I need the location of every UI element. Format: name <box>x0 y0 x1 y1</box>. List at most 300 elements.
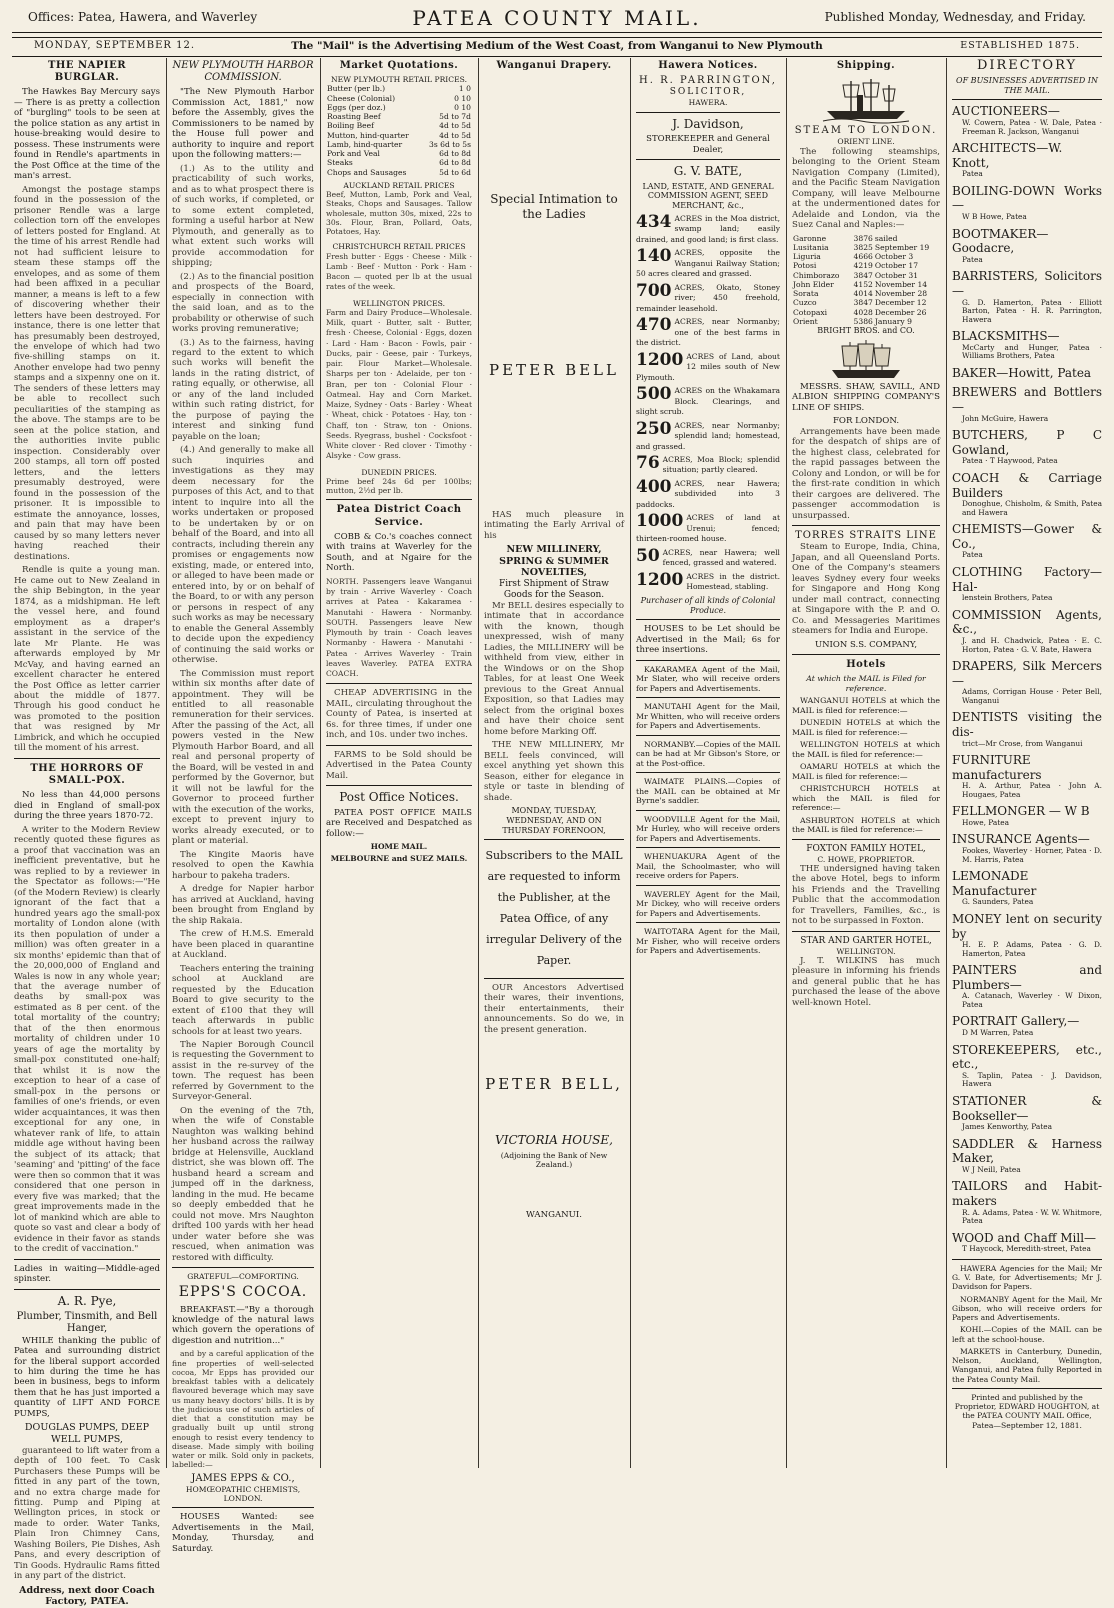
directory-trade: PORTRAIT Gallery,— <box>952 1014 1080 1029</box>
epps-maker: JAMES EPPS & CO., <box>191 1472 295 1484</box>
article-small-pox: No less than 44,000 persons died in England of small-pox during the three years 1870-72. <box>14 790 160 822</box>
acres-text: ACRES, Moa Block; splendid situation; partly cleared. <box>662 454 780 475</box>
directory-trade: BUTCHERS, P C Gowland, <box>952 428 1102 457</box>
acres-listing <box>636 569 780 593</box>
ship-row <box>792 261 940 270</box>
directory-trade: BLACKSMITHS— <box>952 329 1060 344</box>
price-item: Roasting Beef <box>327 112 381 122</box>
directory-entry <box>952 1014 1102 1037</box>
acres-number: 76 <box>636 452 660 473</box>
column-rule <box>320 58 321 1468</box>
hotel-group: ASHBURTON HOTELS at which the MAIL is filed for reference:— <box>792 815 940 835</box>
acres-listing <box>636 513 780 544</box>
steamship-icon <box>821 75 911 123</box>
acres-text: ACRES, near Hawera; well fenced, grassed and watered. <box>662 547 780 568</box>
ship-date: January 9 <box>874 316 912 326</box>
ad-pye-address: Address, next door Coach Factory, PATEA. <box>19 1584 155 1608</box>
acres-listing <box>636 211 780 245</box>
ship-name: Cotopaxi <box>793 307 828 317</box>
hawera-agency: HAWERA Agencies for the Mail; Mr G. V. Bate, for Advertisements; Mr J. Davidson for Papers. <box>952 1263 1102 1292</box>
acres-number: 1200 <box>636 569 684 590</box>
acres-text: ACRES on the Whakamara Block. Clearings, and slight scrub. <box>636 386 780 417</box>
price-value: 0 10 <box>454 102 471 112</box>
agent-notice: KAKARAMEA Agent of the Mail, Mr Slater, who will receive orders for Papers and Advertisements. <box>636 664 780 693</box>
column-7 <box>952 58 1102 1470</box>
exhibit-days: MONDAY, TUESDAY, WEDNESDAY, AND ON THURSDAY FORENOON, <box>502 806 606 835</box>
offices-line: Offices: Patea, Hawera, and Waverley <box>28 10 258 24</box>
directory-names: Donoghue, Chisholm, & Smith, Patea and Hawera <box>962 499 1102 517</box>
wellington-heading: WELLINGTON PRICES. <box>352 298 446 308</box>
acres-text: ACRES, opposite the Wanganui Railway Station; 50 acres cleared and grassed. <box>636 248 780 279</box>
shipping-heading: Shipping. <box>836 60 896 71</box>
issue-date: MONDAY, SEPTEMBER 12. <box>34 40 196 51</box>
ship-name: Orient <box>793 316 818 326</box>
directory-trade: BARRISTERS, Solicitors— <box>952 269 1102 298</box>
directory-names: H. E. P. Adams, Patea · G. D. Hamerton, Patea <box>962 940 1102 958</box>
directory-entry <box>952 1179 1102 1225</box>
directory-trade: SADDLER & Harness Maker, <box>952 1136 1102 1166</box>
rule-line <box>636 885 780 886</box>
directory-trade: DENTISTS visiting the dis- <box>952 710 1102 739</box>
directory-entry <box>952 104 1102 136</box>
acres-text: ACRES, near Normanby; splendid land; homestead, and grassed. <box>636 420 780 451</box>
ship-tons: 4028 <box>853 307 873 317</box>
masthead-rule <box>12 32 1102 33</box>
ship-name: Potosi <box>793 261 817 271</box>
directory-trade: BOILING-DOWN Works— <box>952 183 1102 213</box>
produce-purchaser: Purchaser of all kinds of Colonial Produce. <box>640 595 776 615</box>
directory-entry <box>952 912 1102 958</box>
column-rule <box>630 58 631 1468</box>
directory-entry <box>952 869 1102 907</box>
victoria-house: VICTORIA HOUSE, <box>495 1133 613 1148</box>
acres-listing <box>636 317 780 348</box>
foxton-hotel: FOXTON FAMILY HOTEL, <box>806 843 926 854</box>
column-rule <box>166 58 167 1468</box>
hotel-group: WELLINGTON HOTELS at which the MAIL is filed for reference:— <box>792 740 940 759</box>
ship-row <box>792 317 940 326</box>
ship-name: Chimborazo <box>793 270 840 280</box>
directory-names: lenstein Brothers, Patea <box>962 593 1053 603</box>
directory-names: Patea <box>962 254 983 264</box>
column-4: Wanganui Drapery. Special Intimation to the Ladies PETER BELL HAS much pleasure in intimating the Early Arrival of his NEW MILLINERY, SPRING & SUMMER NOVELTIES, First Shipment of Straw Goods for the Season. Mr BELL desires especially to intimate that in accordance with the known, though unexpressed, wish of many Ladies, the MILLINERY will be withheld from view, either in the Windows or on the Shop Tables, for at least One Week previous to the Great Annual Exposition, so that Ladies may select from the original boxes and have their choice sent home before Marking Off. THE NEW MILLINERY, Mr BELL feels convinced, will excel anything yet shown this Season, either for elegance in style or taste in blending of shade. MONDAY, TUESDAY, WEDNESDAY, AND ON THURSDAY FORENOON, Subscribers to the MAIL are requested to inform the Publisher, at the Patea Office, of any irregular Delivery of the Paper. OUR Ancestors Advertised their wares, their inventions, their entertainments, their announcements. So do we, in the present generation. PETER BELL, VICTORIA HOUSE, (Adjoining the Bank of New Zealand.) WANGANUI. <box>484 60 624 1220</box>
acres-number: 50 <box>636 545 660 566</box>
directory-names: Howe, Patea <box>962 817 1010 827</box>
coach-text: COBB & Co.'s coaches connect with trains at Waverley for the South, and at Ngaire for the North. <box>326 531 472 574</box>
price-row <box>326 168 472 177</box>
directory-trade: CLOTHING Factory—Hal- <box>952 564 1102 594</box>
agents-list <box>636 660 780 956</box>
acres-listing <box>636 418 780 452</box>
headline-napier-burglar: THE NAPIER BURGLAR. <box>47 60 127 84</box>
price-item: Butter (per lb.) <box>327 84 386 94</box>
acres-number: 470 <box>636 315 672 336</box>
epps-title: EPPS'S COCOA. <box>178 1284 308 1301</box>
column-rule <box>478 58 479 1468</box>
directory-entry <box>952 804 1102 827</box>
ship-tons: 3847 <box>853 298 873 308</box>
subscribers-notice: Subscribers to the MAIL are requested to inform the Publisher, at the Patea Office, of any irregular Delivery of the Paper. <box>485 849 623 967</box>
epps-sub: HOMŒOPATHIC CHEMISTS, LONDON. <box>185 1484 301 1504</box>
price-value: 4d to 5d <box>439 121 471 131</box>
directory-names: T Haycock, Meredith-street, Patea <box>962 1244 1091 1254</box>
directory-names: Patea <box>962 550 983 560</box>
rule-line <box>636 847 780 848</box>
directory-entry <box>952 1094 1102 1132</box>
directory-entry <box>952 329 1102 361</box>
ship-name: Lusitania <box>793 242 829 252</box>
directory-trade: ARCHITECTS—W. Knott, <box>952 141 1063 170</box>
ship-tons: 4014 <box>853 289 873 298</box>
christchurch-heading: CHRISTCHURCH RETAIL PRICES <box>332 242 466 252</box>
directory-names: J. and H. Chadwick, Patea · E. C. Horton, Patea · G. V. Bate, Hawera <box>962 635 1102 654</box>
hawera-town: HAWERA. <box>688 98 728 108</box>
kohi-notice: KOHI.—Copies of the MAIL can be left at the school-house. <box>952 1325 1102 1344</box>
price-row <box>326 149 472 158</box>
directory-entry <box>952 1137 1102 1175</box>
column-3: Market Quotations. NEW PLYMOUTH RETAIL PRICES. Butter (per lb.) 1 0 Cheese (Colonial) 0 10 Eggs (per doz.) 0 10 Roasting Beef 5d to 7d Boiling Beef 4d to 5d Mutton, hind-quarter 4d to 5d Lamb, hind-quarter 3s 6d to 5s Pork and Veal 6d to 8d Steaks 6d to 8d Chops and Sausages 5d to 6d AUCKLAND RETAIL PRICES Beef, Mutton, Lamb, Pork and Veal, Steaks, Chops and Sausages. Tallow wholesale, mutton 30s, mixed, 22s to 30s. Flour, Bran, Pollard, Oats, Potatoes, Hay. CHRISTCHURCH RETAIL PRICES Fresh butter · Eggs · Cheese · Milk · Lamb · Beef · Mutton · Pork · Ham · Bacon — quoted per lb at the usual rates of the week. WELLINGTON PRICES. Farm and Dairy Produce—Wholesale. Milk, quart · Butter, salt · Butter, fresh · Cheese, Colonial · Eggs, dozen · Lard · Ham · Bacon · Fowls, pair · Ducks, pair · Geese, pair · Turkeys, pair. Flour Market—Wholesale. Sharps per ton · Adelaide, per ton · Bran, per ton · Colonial Flour · Oatmeal. Hay and Corn Market. Maize, Sydney · Oats · Barley · Wheat · Wheat, chick · Potatoes · Hay, ton · Chaff, ton · Straw, ton · Onions. Seeds. Ryegrass, bushel · Cocksfoot · White clover · Red clover · Timothy · Alsyke · Cow grass. DUNEDIN PRICES. Prime beef 24s 6d per 100lbs; mutton, 2½d per lb. Patea District Coach Service. COBB & Co.'s coaches connect with trains at Waverley for the South, and at Ngaire for the North. NORTH. Passengers leave Wanganui by train · Arrive Waverley · Coach arrives at Patea · Kakaramea · Manutahi · Hawera · Normanby. SOUTH. Passengers leave New Plymouth by train · Coach leaves Normanby · Hawera · Manutahi · Patea · Arrives Waverley · Train leaves Waverley. PATEA EXTRA COACH. CHEAP ADVERTISING in the MAIL, circulating throughout the County of Patea, is inserted at 6s. for three times, if under one inch, and 10s. under two inches. FARMS to be Sold should be Advertised in the Patea County Mail. Post Office Notices. PATEA POST OFFICE MAILS are Received and Despatched as follow:— HOME MAIL. MELBOURNE and SUEZ MAILS. <box>326 60 472 864</box>
ship-date: September 19 <box>874 242 930 252</box>
millinery: NEW MILLINERY, SPRING & SUMMER NOVELTIES, <box>499 544 609 579</box>
agents-bright: BRIGHT BROS. and CO. <box>817 326 915 335</box>
acres-text: ACRES, Okato, Stoney river; 450 freehold, remainder leasehold. <box>636 282 780 313</box>
column-6: Shipping. STEAM TO LONDON. ORIENT LINE. The following steamships, belonging to the Orient Steam Navigation Company (Limited), and the Pacific Steam Navigation Company, will leave Melbourne at the undermentioned dates for Adelaide and London, via the Suez Canal and Naples:— Garonne 3876 sailed Lusitania 3825 September 19 Liguria 4666 October 3 Potosi 4219 October 17 Chimborazo 3847 October 31 John Elder 4152 November 14 Sorata 4014 November 28 Cuzco 3847 December 12 Cotopaxi 4028 December 26 Orient 5386 January 9 BRIGHT BROS. and CO. MESSRS. SHAW, SAVILL, AND ALBION SHIPPING COMPANY'S LINE OF SHIPS. FOR LONDON. Arrangements have been made for the despatch of ships are of the highest class, celebrated for the rapid passages between the Colony and London, or will be for the first-rate condition in which their cargoes are delivered. The passenger accommodation is unsurpassed. TORRES STRAITS LINE Steam to Europe, India, China, Japan, and all Queensland Ports. One of the Company's steamers leaves Sydney every four weeks for Singapore and Hong Kong under mail contract, connecting at Singapore with the P. and O. Co. and Messageries Maritimes steamers for India and Europe. UNION S.S. COMPANY, Hotels At which the MAIL is Filed for reference. WANGANUI HOTELS at which the MAIL is filed for reference:— DUNEDIN HOTELS at which the MAIL is filed for reference:— WELLINGTON HOTELS at which the MAIL is filed for reference:— OAMARU HOTELS at which the MAIL is filed for reference:— CHRISTCHURCH HOTELS at which the MAIL is filed for reference:— ASHBURTON HOTELS at which the MAIL is filed for reference:— FOXTON FAMILY HOTEL, C. HOWE, PROPRIETOR. THE undersigned having taken the above Hotel, begs to inform his Friends and the Travelling Public that the accommodation for Travellers, Families, &c., is not to be surpassed in Foxton. STAR AND GARTER HOTEL, WELLINGTON. J. T. WILKINS has much pleasure in informing his friends and general public that he has purchased the lease of the above well-known Hotel. <box>792 60 940 1008</box>
ship-name: Garonne <box>793 233 827 243</box>
directory-trade: WOOD and Chaff Mill— <box>952 1230 1097 1245</box>
masthead <box>0 0 1114 34</box>
acres-number: 1000 <box>636 511 684 532</box>
straw-goods: First Shipment of Straw Goods for the Season. <box>498 578 610 600</box>
foxton-proprietor: C. HOWE, PROPRIETOR. <box>817 854 915 864</box>
directory-trade: LEMONADE Manufacturer <box>952 869 1037 898</box>
directory-subheading: OF BUSINESSES ADVERTISED IN THE MAIL. <box>956 75 1098 95</box>
peter-bell-2: PETER BELL, <box>485 1075 623 1094</box>
directory-names: H. A. Arthur, Patea · John A. Hougaes, Patea <box>962 781 1102 799</box>
acres-text: ACRES in the district. Homestead, stabling. <box>686 571 780 592</box>
houses-wanted: HOUSES Wanted: see Advertisements in the Mail, Monday, Thursday, and Saturday. <box>172 1512 314 1554</box>
imprint: Printed and published by the Proprietor, EDWARD HOUGHTON, at the PATEA COUNTY MAIL Office, Patea—September 12, 1881. <box>954 1392 1100 1430</box>
directory-entry <box>952 1043 1102 1089</box>
directory-names: James Kenworthy, Patea <box>962 1122 1053 1132</box>
wanted-notice: Ladies in waiting—Middle-aged spinster. <box>14 1263 160 1285</box>
directory-entry <box>952 428 1102 466</box>
acres-listing <box>636 452 780 476</box>
ship-tons: 3847 <box>853 270 873 280</box>
directory-trade: PAINTERS and Plumbers— <box>952 963 1102 992</box>
directory-trade: STATIONER & Bookseller— <box>952 1093 1102 1123</box>
rule-line <box>636 735 780 736</box>
hotel-group: CHRISTCHURCH HOTELS at which the MAIL is filed for reference:— <box>792 784 940 813</box>
agent-notice: MANUTAHI Agent for the Mail, Mr Whitten, who will receive orders for Papers and Advertisements. <box>636 702 780 731</box>
column-rule <box>946 58 947 1468</box>
price-row <box>326 158 472 167</box>
directory-entry <box>952 565 1102 603</box>
column-1: THE NAPIER BURGLAR. The Hawkes Bay Mercury says— There is as pretty a collection of "burgling" tools to be seen at the police station as any artist in house-breaking would desire to possess. These instruments were found in Rendle's apartments in the Post Office at the time of the man's arrest. Amongst the postage stamps found in the possession of the prisoner Rendle was a large collection torn off the envelopes of letters posted for England. At the time of his arrest Rendle had not had sufficient leisure to steam these stamps off the envelopes, and as some of them had been affixed in a peculiar manner, a means is left to a few of discovering whether their letters have been destroyed. For instance, there is one letter that has presumably been destroyed, the envelope of which had two five-shilling stamps on it. Another envelope had two penny stamps and a sixpenny one on it. The senders of these letters may be able to recollect such peculiarities of the stamping as the above. The stamps are to be seen at the police station, and the authorities invite public inspection. Considerably over 200 stamps, all torn off posted letters, and the letters presumably destroyed, were found in the possession of the prisoner. It is impossible to estimate the annoyance, losses, and pain that may have been caused by so many letters never having reached their destinations. Rendle is quite a young man. He came out to New Zealand in the ship Bebington, in the year 1874, as a midshipman. He left the vessel here, and found employment as a draper's assistant in the service of the late Mr Plante. He was afterwards employed by Mr McVay, and having earned an excellent character he entered the Post Office as letter carrier about the middle of 1877. Through his good conduct he was promoted to the position that was resigned by Mr Limbrick, and which he occupied till the moment of his arrest. THE HORRORS OF SMALL-POX. No less than 44,000 persons died in England of small-pox during the three years 1870-72. A writer to the Modern Review recently quoted these figures as a proof that vaccination was an inefficient preventative, but he was replied to by a reviewer in the Spectator as follows:—"He (of the Modern Review) is clearly ignorant of the fact that a hundred years ago the small-pox mortality of London alone (with its then population of under a million) was often greater in a six months' epidemic than that of the 20,000,000 of England and Wales is now in any whole year; that the average number of deaths by small-pox was estimated as 8 per cent. of the total mortality of the country; that of the then enormous mortality of children under 10 years of age the mortality by small-pox constituted one-half; that whilst it is now the exception to hear of a case of small-pox in the persons or families of one's friends, or even wider acquaintances, it was then exceptional for any one, in whatever rank of life, to attain middle age without having been the subject of its attack; that 'seaming' and 'pitting' of the face were then so common that it was considered that one person in every five was marked; that the great improvements made in the lot of mankind which are able to quote so vast and clear a body of evidence in their favor as stands to the credit of vaccination." Ladies in waiting—Middle-aged spinster. A. R. Pye, Plumber, Tinsmith, and Bell Hanger, WHILE thanking the public of Patea and surrounding district for the liberal support accorded to him during the time he has been in business, begs to inform them that he has just imported a quantity of LIFT AND FORCE PUMPS, DOUGLAS PUMPS, DEEP WELL PUMPS, guaranteed to lift water from a depth of 100 feet. To Cask Purchasers these Pumps will be fitted in any part of the town, and no extra charge made for fitting. Pump and Piping at Wellington prices, in stock or made to order. Water Tanks, Plain Iron Chimney Cans, Washing Boilers, Pie Dishes, Ash Pans, and every description of Tin Goods. Hydraulic Rams fitted in any part of the district. Address, next door Coach Factory, PATEA. <box>14 60 160 1608</box>
directory-entry <box>952 269 1102 324</box>
union-company: UNION S.S. COMPANY, <box>814 639 918 650</box>
acres-number: 1200 <box>636 349 684 370</box>
agent-notice: WOODVILLE Agent for the Mail, Mr Hurley, who will receive orders for Papers and Advertisements. <box>636 814 780 843</box>
agent-notice: WAITOTARA Agent for the Mail, Mr Fisher, who will receive orders for Papers and Advertisements. <box>636 927 780 956</box>
for-london: FOR LONDON. <box>832 416 900 427</box>
price-row <box>326 94 472 103</box>
bate: G. V. BATE, <box>673 163 743 178</box>
ship-date: sailed <box>874 233 898 243</box>
price-item: Chops and Sausages <box>327 167 407 177</box>
acres-listing <box>636 280 780 314</box>
directory-names: S. Taplin, Patea · J. Davidson, Hawera <box>962 1070 1102 1089</box>
newspaper-title: PATEA COUNTY MAIL. <box>412 6 702 30</box>
agent-notice: WHENUAKURA Agent of the Mail, the Schoolmaster, who will receive orders for Papers. <box>636 852 780 881</box>
article-harbor: "The New Plymouth Harbor Commission Act, 1881," now before the Assembly, gives the Commissioners to be named by the House full power and authority to inquire and report upon the following matters:— <box>172 87 314 161</box>
price-row <box>326 84 472 93</box>
directory-names: W B Howe, Patea <box>962 212 1027 222</box>
price-row <box>326 112 472 121</box>
ad-pye-text: WHILE thanking the public of Patea and surrounding district for the liberal support accorded to him during the time he has been in business, begs to inform them that he has just imported a quantity of LIFT AND FORCE PUMPS, <box>14 1335 160 1419</box>
directory-trade: CHEMISTS—Gower & Co., <box>952 522 1102 551</box>
ship-date: November 28 <box>874 289 928 298</box>
parrington: H. R. PARRINGTON, <box>639 75 777 87</box>
price-row <box>326 131 472 140</box>
directory-trade: TAILORS and Habit-makers <box>952 1179 1102 1209</box>
rule-line <box>636 660 780 661</box>
column-rule <box>786 58 787 1468</box>
peter-bell-1: PETER BELL <box>489 361 619 380</box>
acres-number: 700 <box>636 280 672 301</box>
agent-notice: NORMANBY.—Copies of the MAIL can be had at Mr Gibson's Store, or at the Post-office. <box>636 739 780 768</box>
ship-tons: 3825 <box>853 242 873 252</box>
storekeeper: STOREKEEPER and General Dealer, <box>646 134 770 155</box>
ship-date: December 26 <box>874 307 927 317</box>
hotel-group: OAMARU HOTELS at which the MAIL is filed for reference:— <box>792 762 940 781</box>
price-value: 6d to 8d <box>439 158 471 168</box>
acres-listing <box>636 476 780 510</box>
directory-names: Patea · T Haywood, Patea <box>962 456 1058 466</box>
directory-entry <box>952 227 1102 265</box>
acres-number: 140 <box>636 246 672 267</box>
directory-entry <box>952 753 1102 799</box>
hotel-group: WANGANUI HOTELS at which the MAIL is filed for reference:— <box>792 696 940 715</box>
acres-number: 250 <box>636 418 672 439</box>
price-value: 3s 6d to 5s <box>428 139 471 149</box>
price-value: 4d to 5d <box>439 130 471 140</box>
publication-days: Published Monday, Wednesday, and Friday. <box>824 10 1086 24</box>
price-row <box>326 103 472 112</box>
agent-notice: WAVERLEY Agent for the Mail, Mr Dickey, who will receive orders for Papers and Advertisements. <box>636 889 780 918</box>
directory-names: Adams, Corrigan House · Peter Bell, Wanganui <box>962 687 1102 705</box>
davidson: J. Davidson, <box>672 116 744 131</box>
rule-line <box>636 922 780 923</box>
directory-entry <box>952 141 1102 179</box>
adjoining-bank: (Adjoining the Bank of New Zealand.) <box>500 1151 608 1170</box>
directory-names: Fookes, Waverley · Horner, Patea · D. M. Harris, Patea <box>962 846 1102 864</box>
intimation: Special Intimation to the Ladies <box>490 192 618 221</box>
ship-schedule <box>792 234 940 327</box>
ship-tons: 4152 <box>853 279 873 289</box>
directory-names: G. Saunders, Patea <box>962 897 1034 907</box>
ship-row <box>792 298 940 307</box>
directory-names: G. D. Hamerton, Patea · Elliott Barton, Patea · H. R. Parrington, Hawera <box>962 297 1102 324</box>
price-row <box>326 140 472 149</box>
price-table <box>326 84 472 177</box>
price-item: Pork and Veal <box>327 149 380 159</box>
directory-trade: COACH & Carriage Builders <box>952 470 1102 500</box>
acres-number: 400 <box>636 476 672 497</box>
solicitor: SOLICITOR, <box>669 87 747 98</box>
directory-entry <box>952 385 1102 423</box>
directory-heading: DIRECTORY <box>976 58 1078 73</box>
ship-tons: 4666 <box>853 252 873 261</box>
acres-listing <box>636 248 780 279</box>
ship-name: Liguria <box>793 252 821 261</box>
directory-entry <box>952 608 1102 654</box>
ship-row <box>792 289 940 298</box>
directory-trade: FURNITURE manufacturers <box>952 753 1042 782</box>
directory-trade: BREWERS and Bottlers— <box>952 385 1102 415</box>
dunedin-heading: DUNEDIN PRICES. <box>361 467 437 477</box>
normanby-agency: NORMANBY Agent for the Mail, Mr Gibson, who will receive orders for Papers and Advertisements. <box>952 1294 1102 1323</box>
price-item: Mutton, hind-quarter <box>327 130 409 140</box>
price-value: 6d to 8d <box>439 149 471 159</box>
markets-notice: MARKETS in Canterbury, Dunedin, Nelson, Auckland, Wellington, Wanganui, and Patea fully Reported in the Patea County Mail. <box>952 1346 1102 1384</box>
directory-names: W. Cowern, Patea · W. Dale, Patea · Freeman R. Jackson, Wanganui <box>962 117 1102 136</box>
price-item: Steaks <box>327 158 353 168</box>
orient-line: ORIENT LINE. <box>837 137 895 147</box>
directory-names: John McGuire, Hawera <box>962 413 1049 423</box>
hotel-list <box>792 696 940 835</box>
ship-row <box>792 243 940 252</box>
price-value: 5d to 6d <box>439 167 471 177</box>
headline-harbor: NEW PLYMOUTH HARBOR COMMISSION. <box>172 60 314 84</box>
column-2: NEW PLYMOUTH HARBOR COMMISSION. "The New Plymouth Harbor Commission Act, 1881," now before the Assembly, gives the Commissioners to be named by the House full power and authority to inquire and report upon the following matters:— (1.) As to the utility and practicability of such works, and as to what prospect there is of such works, if completed, or to some extent completed, forming a useful harbor at New Plymouth, and generally as to what extent such works will provide accommodation for shipping; (2.) As to the financial position and prospects of the Board, especially in connection with the said loan, and as to the probability or otherwise of such works proving remunerative; (3.) As to the fairness, having regard to the extent to which such works will benefit the lands in the rating district, of rating equally, or otherwise, all or any of the land included within such rating district, for the purpose of paying the interest and sinking fund payable on the loan; (4.) And generally to make all such inquiries and investigations as they may deem necessary for the purposes of this Act, and to that intent to inquire into all the works undertaken or proposed to be undertaken by or on behalf of the Board, and into all contracts, including therein any promises or engagements now existing, made, or entered into, or alleged to have been made or entered into, by or on behalf of the Board, to or with any person or persons in respect of any such works as may be necessary to enable the General Assembly to decide upon the expediency of continuing the said works or otherwise. The Commission must report within six months after date of appointment. They will be entitled to all reasonable remuneration for their services. After the passing of the Act, all powers vested in the New Plymouth Harbor Board, and all real and personal property of the Board, will be vested in and performed by the Governor, but it will not be lawful for the Governor to proceed further with the execution of the works, except to prevent injury to works already executed, or to plant or material. The Kingite Maoris have resolved to open the Kawhia harbour to pakeha traders. A dredge for Napier harbor has arrived at Auckland, having been brought from England by the ship Rakaia. The crew of H.M.S. Emerald have been placed in quarantine at Auckland. Teachers entering the training school at Auckland are requested by the Education Board to give security to the extent of £100 that they will teach afterwards in public schools for at least two years. The Napier Borough Council is requesting the Government to assist in the re-survey of the town. The request has been referred by Government to the Surveyor-General. On the evening of the 7th, when the wife of Constable Naughton was walking behind her husband across the railway bridge at Helensville, Auckland district, she was blown off. The husband heard a scream and jumped off in the darkness, landing in the mud. He became so deeply embedded that he could not move. Mrs Naughton drifted 100 yards with her head under water before she was rescued, when animation was restored with difficulty. GRATEFUL—COMFORTING. EPPS'S COCOA. BREAKFAST.—"By a thorough knowledge of the natural laws which govern the operations of digestion and nutrition..." and by a careful application of the fine properties of well-selected cocoa, Mr Epps has provided our breakfast tables with a delicately flavoured beverage which may save us many heavy doctors' bills. It is by the judicious use of such articles of diet that a constitution may be gradually built up until strong enough to resist every tendency to disease. Made simply with boiling water or milk. Sold only in packets, labelled:— JAMES EPPS & CO., HOMŒOPATHIC CHEMISTS, LONDON. HOUSES Wanted: see Advertisements in the Mail, Monday, Thursday, and Saturday. <box>172 60 314 1554</box>
rule-line <box>636 810 780 811</box>
hawera-heading: Hawera Notices. <box>658 60 758 71</box>
np-prices-heading: NEW PLYMOUTH RETAIL PRICES. <box>331 75 467 85</box>
acres-listing <box>636 545 780 569</box>
ship-row <box>792 234 940 243</box>
rule-line <box>636 697 780 698</box>
hotels-heading: Hotels <box>846 658 886 670</box>
shaw-savill: MESSRS. SHAW, SAVILL, AND ALBION SHIPPING COMPANY'S LINE OF SHIPS. <box>792 381 940 413</box>
acres-text: ACRES in the Moa district, swamp land; easily drained, and good land; is first class. <box>636 213 780 244</box>
acres-text: ACRES, near Normanby; one of the best farms in the district. <box>636 317 780 348</box>
established-box: ESTABLISHED 1875. <box>960 40 1080 51</box>
directory-names: A. Catanach, Waverley · W Dixon, Patea <box>962 991 1102 1009</box>
directory-trade: BOOTMAKER— Goodacre, <box>952 226 1049 256</box>
directory-trade: AUCTIONEERS— <box>952 104 1060 119</box>
headline-small-pox: THE HORRORS OF SMALL-POX. <box>30 762 144 787</box>
market-heading: Market Quotations. <box>339 60 459 71</box>
column-5 <box>636 58 780 1470</box>
ship-name: Sorata <box>793 289 819 298</box>
directory-trade: FELLMONGER — W B <box>952 804 1090 819</box>
directory-entry <box>952 366 1102 381</box>
directory-entry <box>952 659 1102 705</box>
epps-tagline: GRATEFUL—COMFORTING. <box>187 1272 299 1282</box>
directory-entry <box>952 1231 1102 1254</box>
epps-text: BREAKFAST.—"By a thorough knowledge of the natural laws which govern the operations of digestion and nutrition..." <box>172 1304 314 1346</box>
price-row <box>326 121 472 130</box>
post-text: PATEA POST OFFICE MAILS are Received and Despatched as follow:— <box>326 807 472 839</box>
dateline-bar <box>12 37 1102 57</box>
star-garter: STAR AND GARTER HOTEL, <box>800 935 932 946</box>
houses-to-let: HOUSES to be Let should be Advertised in the Mail; 6s for three insertions. <box>636 624 780 656</box>
suez-mail-heading: MELBOURNE and SUEZ MAILS. <box>330 854 468 864</box>
acres-list <box>636 211 780 593</box>
ship-row <box>792 280 940 289</box>
wanganui-location: WANGANUI. <box>525 1209 583 1220</box>
directory-names: R. A. Adams, Patea · W. W. Whitmore, Patea <box>962 1207 1102 1226</box>
ship-row <box>792 271 940 280</box>
ad-pye-trade: Plumber, Tinsmith, and Bell Hanger, <box>16 1311 158 1335</box>
auckland-heading: AUCKLAND RETAIL PRICES <box>343 180 455 190</box>
drapery-heading: Wanganui Drapery. <box>496 60 612 71</box>
ship-row <box>792 308 940 317</box>
directory-entry <box>952 832 1102 864</box>
ship-date: October 3 <box>874 252 914 261</box>
directory-entry <box>952 522 1102 560</box>
ship-date: December 12 <box>874 298 927 308</box>
directory-names: D M Warren, Patea <box>962 1028 1034 1038</box>
ship-date: October 17 <box>874 261 919 271</box>
ship-name: John Elder <box>793 279 834 289</box>
post-heading: Post Office Notices. <box>339 790 459 805</box>
home-mail-heading: HOME MAIL. <box>370 842 428 852</box>
directory-entry <box>952 471 1102 517</box>
hotel-group: DUNEDIN HOTELS at which the MAIL is filed for reference:— <box>792 718 940 737</box>
directory-names: McCarty and Hunger, Patea · Williams Brothers, Patea <box>962 342 1102 361</box>
ship-date: November 14 <box>874 279 928 289</box>
price-item: Cheese (Colonial) <box>327 93 396 103</box>
torres-straits: TORRES STRAITS LINE <box>795 530 937 542</box>
price-item: Boiling Beef <box>327 121 374 131</box>
ship-date: October 31 <box>874 270 919 280</box>
ship-tons: 4219 <box>853 261 873 271</box>
directory-trade: DRAPERS, Silk Mercers— <box>952 659 1102 688</box>
ad-pye-pumps: DOUGLAS PUMPS, DEEP WELL PUMPS, <box>24 1422 150 1445</box>
directory-names: W J Neill, Patea <box>962 1164 1021 1174</box>
ship-tons: 3876 <box>853 233 873 243</box>
price-value: 5d to 7d <box>439 112 471 122</box>
directory-names: trict—Mr Crose, from Wanganui <box>962 738 1083 748</box>
directory-entry <box>952 184 1102 222</box>
directory-trade: COMMISSION Agents, &c., <box>952 607 1102 637</box>
directory-trade: INSURANCE Agents— <box>952 832 1090 847</box>
directory-list <box>952 104 1102 1253</box>
star-garter-town: WELLINGTON. <box>836 946 896 956</box>
directory-entry <box>952 963 1102 1009</box>
ship-tons: 5386 <box>853 316 873 326</box>
acres-listing <box>636 349 780 383</box>
price-item: Eggs (per doz.) <box>327 102 386 112</box>
directory-names: Patea <box>962 169 983 179</box>
directory-trade: BAKER—Howitt, Patea <box>952 365 1092 380</box>
ship-row <box>792 252 940 261</box>
acres-text: ACRES, near Hawera; subdivided into 3 paddocks. <box>636 478 780 509</box>
agent-notice: WAIMATE PLAINS.—Copies of the MAIL can be obtained at Mr Byrne's saddler. <box>636 777 780 806</box>
steam-to-london: STEAM TO LONDON. <box>794 125 938 137</box>
acres-text: ACRES of land at Urenui; fenced; thirteen-roomed house. <box>636 513 780 544</box>
acres-number: 434 <box>636 211 672 232</box>
sailing-ship-icon <box>826 338 906 380</box>
hotels-subheading: At which the MAIL is Filed for reference. <box>806 674 926 693</box>
coach-heading: Patea District Coach Service. <box>336 504 462 528</box>
ship-name: Cuzco <box>793 298 817 308</box>
directory-trade: STOREKEEPERS, etc., etc., <box>952 1042 1102 1072</box>
acres-listing <box>636 386 780 417</box>
directory-trade: MONEY lent on security by <box>952 911 1102 941</box>
bate-sub: LAND, ESTATE, AND GENERAL COMMISSION AGENT, SEED MERCHANT, &c., <box>642 181 774 211</box>
